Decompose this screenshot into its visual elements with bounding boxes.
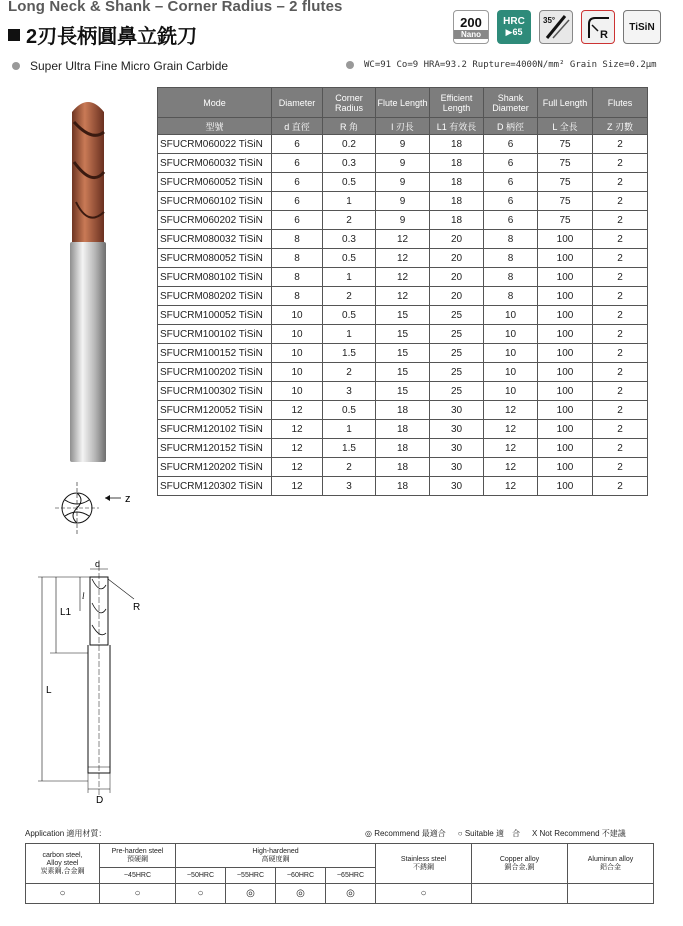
cell-flutes: 2 [593,325,648,344]
hrc-badge-value: ▶65 [505,27,523,37]
cell-corner-radius: 0.5 [323,306,376,325]
cell-flute-length: 15 [376,344,430,363]
cell-efficient-length: 25 [430,306,484,325]
cell-full-length: 100 [538,420,593,439]
app-high-range-60: ~60HRC [276,868,326,884]
cell-corner-radius: 0.5 [323,249,376,268]
cell-diameter: 12 [272,401,323,420]
cell-full-length: 100 [538,268,593,287]
cell-flutes: 2 [593,344,648,363]
cell-shank-diameter: 6 [484,211,538,230]
cell-corner-radius: 1.5 [323,344,376,363]
cell-corner-radius: 0.2 [323,135,376,154]
cell-diameter: 6 [272,154,323,173]
table-row [158,325,648,344]
cell-diameter: 12 [272,458,323,477]
rating-65hrc: ◎ [326,884,376,904]
cell-diameter: 6 [272,192,323,211]
material-subtitle [12,59,228,73]
title-chinese [8,20,197,49]
header-zh-shank: D 柄徑 [484,118,538,135]
table-row [158,420,648,439]
header-flutes: Flutes [593,88,648,118]
cell-flutes: 2 [593,458,648,477]
cell-flute-length: 12 [376,287,430,306]
cell-shank-diameter: 10 [484,382,538,401]
header-zh-flute: l 刃長 [376,118,430,135]
helix-angle-icon [541,12,571,42]
bullet-icon [346,61,354,69]
cell-shank-diameter: 10 [484,344,538,363]
cell-shank-diameter: 8 [484,268,538,287]
cell-model: SFUCRM100102 TiSiN [158,325,272,344]
cell-shank-diameter: 6 [484,173,538,192]
cell-model: SFUCRM080102 TiSiN [158,268,272,287]
application-legend [365,828,626,839]
cell-efficient-length: 25 [430,363,484,382]
table-row [158,458,648,477]
title-english: Long Neck & Shank – Corner Radius – 2 flutes [8,0,343,15]
cell-corner-radius: 1 [323,325,376,344]
cell-corner-radius: 2 [323,363,376,382]
cell-shank-diameter: 6 [484,135,538,154]
cell-flute-length: 15 [376,363,430,382]
cell-shank-diameter: 12 [484,458,538,477]
cell-full-length: 100 [538,458,593,477]
svg-text:35°: 35° [543,16,556,25]
cell-efficient-length: 18 [430,192,484,211]
svg-text:R: R [600,29,608,41]
app-high-range-50: ~50HRC [176,868,226,884]
nano-badge-number: 200 [460,14,482,30]
header-flute-length: Flute Length [376,88,430,118]
cell-flute-length: 12 [376,249,430,268]
cell-flute-length: 18 [376,420,430,439]
cell-shank-diameter: 6 [484,154,538,173]
application-label: Application 適用材質： [25,829,107,838]
cell-model: SFUCRM060102 TiSiN [158,192,272,211]
cell-diameter: 10 [272,306,323,325]
cell-diameter: 8 [272,287,323,306]
cell-flutes: 2 [593,135,648,154]
cell-full-length: 100 [538,477,593,496]
legend-recommend: ◎ Recommend 最適合 [365,829,446,838]
cell-shank-diameter: 12 [484,420,538,439]
cell-efficient-length: 18 [430,154,484,173]
bullet-icon [12,62,20,70]
cell-flutes: 2 [593,268,648,287]
cell-efficient-length: 20 [430,268,484,287]
cell-shank-diameter: 8 [484,249,538,268]
cell-flutes: 2 [593,230,648,249]
cell-diameter: 6 [272,173,323,192]
cell-diameter: 6 [272,211,323,230]
cell-efficient-length: 30 [430,420,484,439]
helix-angle-badge [539,10,573,44]
cell-corner-radius: 1 [323,192,376,211]
cell-flutes: 2 [593,154,648,173]
end-view-label: z [125,493,131,505]
table-row [158,401,648,420]
cell-efficient-length: 18 [430,173,484,192]
cell-full-length: 100 [538,287,593,306]
cell-model: SFUCRM080032 TiSiN [158,230,272,249]
cell-flute-length: 15 [376,382,430,401]
cell-diameter: 10 [272,382,323,401]
cell-full-length: 75 [538,154,593,173]
table-row [158,439,648,458]
dimension-drawing [30,555,150,805]
spec-subtitle [346,60,657,70]
cell-corner-radius: 1 [323,420,376,439]
cell-diameter: 10 [272,344,323,363]
feature-badges [453,10,661,44]
dim-R-label: R [133,602,141,613]
cell-diameter: 8 [272,230,323,249]
cell-flutes: 2 [593,439,648,458]
rating-prehard: ○ [100,884,176,904]
title-chinese-text: 2刃長柄圓鼻立銑刀 [26,26,198,48]
cell-model: SFUCRM060022 TiSiN [158,135,272,154]
cell-shank-diameter: 8 [484,230,538,249]
cell-flutes: 2 [593,477,648,496]
legend-not-recommend: X Not Recommend 不建議 [531,829,626,838]
dim-L1-label: L1 [60,607,72,618]
cell-corner-radius: 3 [323,477,376,496]
table-row [158,306,648,325]
cell-efficient-length: 30 [430,458,484,477]
cell-model: SFUCRM060202 TiSiN [158,211,272,230]
cell-efficient-length: 25 [430,382,484,401]
rating-60hrc: ◎ [276,884,326,904]
app-high-range-55: ~55HRC [226,868,276,884]
header-shank-diameter: Shank Diameter [484,88,538,118]
table-row [158,173,648,192]
cell-full-length: 100 [538,306,593,325]
table-row [158,230,648,249]
table-row [158,154,648,173]
cell-flute-length: 18 [376,439,430,458]
app-prehard-range: ~45HRC [100,868,176,884]
table-row [158,135,648,154]
cell-flutes: 2 [593,211,648,230]
cell-efficient-length: 20 [430,287,484,306]
table-row [158,211,648,230]
header-zh-radius: R 角 [323,118,376,135]
corner-radius-icon [583,12,613,42]
cell-diameter: 6 [272,135,323,154]
cell-diameter: 8 [272,268,323,287]
cell-model: SFUCRM120102 TiSiN [158,420,272,439]
cell-flutes: 2 [593,287,648,306]
cell-flutes: 2 [593,306,648,325]
cell-flutes: 2 [593,173,648,192]
header-zh-diameter: d 直徑 [272,118,323,135]
cell-efficient-length: 18 [430,211,484,230]
cell-diameter: 8 [272,249,323,268]
cell-model: SFUCRM100152 TiSiN [158,344,272,363]
header-zh-model: 型號 [158,118,272,135]
cell-efficient-length: 25 [430,344,484,363]
cell-model: SFUCRM060052 TiSiN [158,173,272,192]
cell-corner-radius: 2 [323,287,376,306]
cell-diameter: 12 [272,477,323,496]
nano-badge [453,10,489,44]
cell-shank-diameter: 6 [484,192,538,211]
table-row [158,192,648,211]
cell-corner-radius: 3 [323,382,376,401]
cell-corner-radius: 1 [323,268,376,287]
cell-corner-radius: 2 [323,211,376,230]
cell-full-length: 75 [538,135,593,154]
cell-flute-length: 18 [376,458,430,477]
cell-model: SFUCRM120052 TiSiN [158,401,272,420]
cell-flute-length: 15 [376,325,430,344]
spec-text: WC=91 Co=9 HRA=93.2 Rupture=4000N/mm² Grain Size=0.2μm [364,60,657,70]
rating-stainless: ○ [376,884,472,904]
cell-full-length: 100 [538,439,593,458]
cell-efficient-length: 30 [430,477,484,496]
cell-efficient-length: 20 [430,249,484,268]
cell-shank-diameter: 12 [484,477,538,496]
rating-copper [472,884,568,904]
app-high-range-65: ~65HRC [326,868,376,884]
spec-table-body [158,135,648,496]
cell-flute-length: 18 [376,477,430,496]
cell-flutes: 2 [593,420,648,439]
cell-full-length: 75 [538,173,593,192]
cell-flute-length: 18 [376,401,430,420]
legend-suitable: ○ Suitable 適 合 [457,829,520,838]
cell-full-length: 100 [538,249,593,268]
cell-model: SFUCRM120202 TiSiN [158,458,272,477]
app-aluminum: Aluminun alloy 鋁合金 [568,844,654,884]
dim-L-label: L [46,685,52,696]
cell-model: SFUCRM120152 TiSiN [158,439,272,458]
cell-corner-radius: 0.3 [323,230,376,249]
cell-corner-radius: 0.5 [323,173,376,192]
cell-model: SFUCRM100052 TiSiN [158,306,272,325]
header-efficient-length: Efficient Length [430,88,484,118]
header-full-length: Full Length [538,88,593,118]
cell-flute-length: 15 [376,306,430,325]
cell-full-length: 75 [538,192,593,211]
cell-flute-length: 9 [376,211,430,230]
table-row [158,344,648,363]
header-zh-flutes: Z 刃數 [593,118,648,135]
cell-full-length: 100 [538,344,593,363]
material-text: Super Ultra Fine Micro Grain Carbide [30,59,229,73]
cell-full-length: 75 [538,211,593,230]
header-mode: Mode [158,88,272,118]
app-prehard: Pre-harden steel 預硬鋼 [100,844,176,868]
cell-corner-radius: 1.5 [323,439,376,458]
cell-shank-diameter: 12 [484,401,538,420]
cell-corner-radius: 2 [323,458,376,477]
cell-efficient-length: 30 [430,439,484,458]
cell-model: SFUCRM080202 TiSiN [158,287,272,306]
cell-full-length: 100 [538,401,593,420]
cell-model: SFUCRM080052 TiSiN [158,249,272,268]
table-row [158,477,648,496]
dim-D-label: D [96,795,104,805]
hrc-badge [497,10,531,44]
header-diameter: Diameter [272,88,323,118]
cell-shank-diameter: 10 [484,325,538,344]
rating-carbon: ○ [26,884,100,904]
dim-l-label: l [82,591,85,601]
cell-full-length: 100 [538,230,593,249]
cell-diameter: 10 [272,325,323,344]
cell-corner-radius: 0.3 [323,154,376,173]
rating-55hrc: ◎ [226,884,276,904]
cell-model: SFUCRM120302 TiSiN [158,477,272,496]
cell-flute-length: 12 [376,230,430,249]
header-zh-full: L 全長 [538,118,593,135]
table-row [158,249,648,268]
spec-table [157,87,648,496]
hrc-badge-label: HRC [503,16,525,27]
cell-full-length: 100 [538,325,593,344]
end-mill-photo [64,92,114,472]
end-view-drawing [55,478,145,538]
cell-efficient-length: 30 [430,401,484,420]
cell-diameter: 12 [272,420,323,439]
cell-corner-radius: 0.5 [323,401,376,420]
rating-aluminum [568,884,654,904]
app-copper: Copper alloy 銅合金,銅 [472,844,568,884]
nano-badge-label: Nano [454,30,488,39]
cell-full-length: 100 [538,363,593,382]
header-zh-efficient: L1 有效長 [430,118,484,135]
cell-shank-diameter: 10 [484,363,538,382]
cell-model: SFUCRM100202 TiSiN [158,363,272,382]
title-square-icon [8,29,20,41]
cell-flute-length: 12 [376,268,430,287]
dim-d-label: d [95,559,101,569]
cell-shank-diameter: 8 [484,287,538,306]
cell-flutes: 2 [593,249,648,268]
cell-model: SFUCRM060032 TiSiN [158,154,272,173]
cell-flutes: 2 [593,363,648,382]
table-row [158,363,648,382]
cell-diameter: 10 [272,363,323,382]
table-row [158,382,648,401]
corner-radius-badge [581,10,615,44]
cell-flutes: 2 [593,382,648,401]
app-high-hardened: High-hardened 高硬度鋼 [176,844,376,868]
app-carbon-steel: carbon steel, Alloy steel 炭素鋼,合金鋼 [26,844,100,884]
application-table [25,843,654,904]
cell-full-length: 100 [538,382,593,401]
cell-flutes: 2 [593,192,648,211]
cell-diameter: 12 [272,439,323,458]
cell-flute-length: 9 [376,135,430,154]
cell-flute-length: 9 [376,192,430,211]
table-row [158,268,648,287]
cell-shank-diameter: 12 [484,439,538,458]
cell-flute-length: 9 [376,173,430,192]
coating-badge: TiSiN [623,10,661,44]
cell-flute-length: 9 [376,154,430,173]
cell-model: SFUCRM100302 TiSiN [158,382,272,401]
rating-50hrc: ○ [176,884,226,904]
cell-efficient-length: 18 [430,135,484,154]
table-row [158,287,648,306]
header-corner-radius: Corner Radius [323,88,376,118]
cell-efficient-length: 25 [430,325,484,344]
cell-flutes: 2 [593,401,648,420]
cell-shank-diameter: 10 [484,306,538,325]
app-stainless: Stainless steel 不銹鋼 [376,844,472,884]
cell-efficient-length: 20 [430,230,484,249]
